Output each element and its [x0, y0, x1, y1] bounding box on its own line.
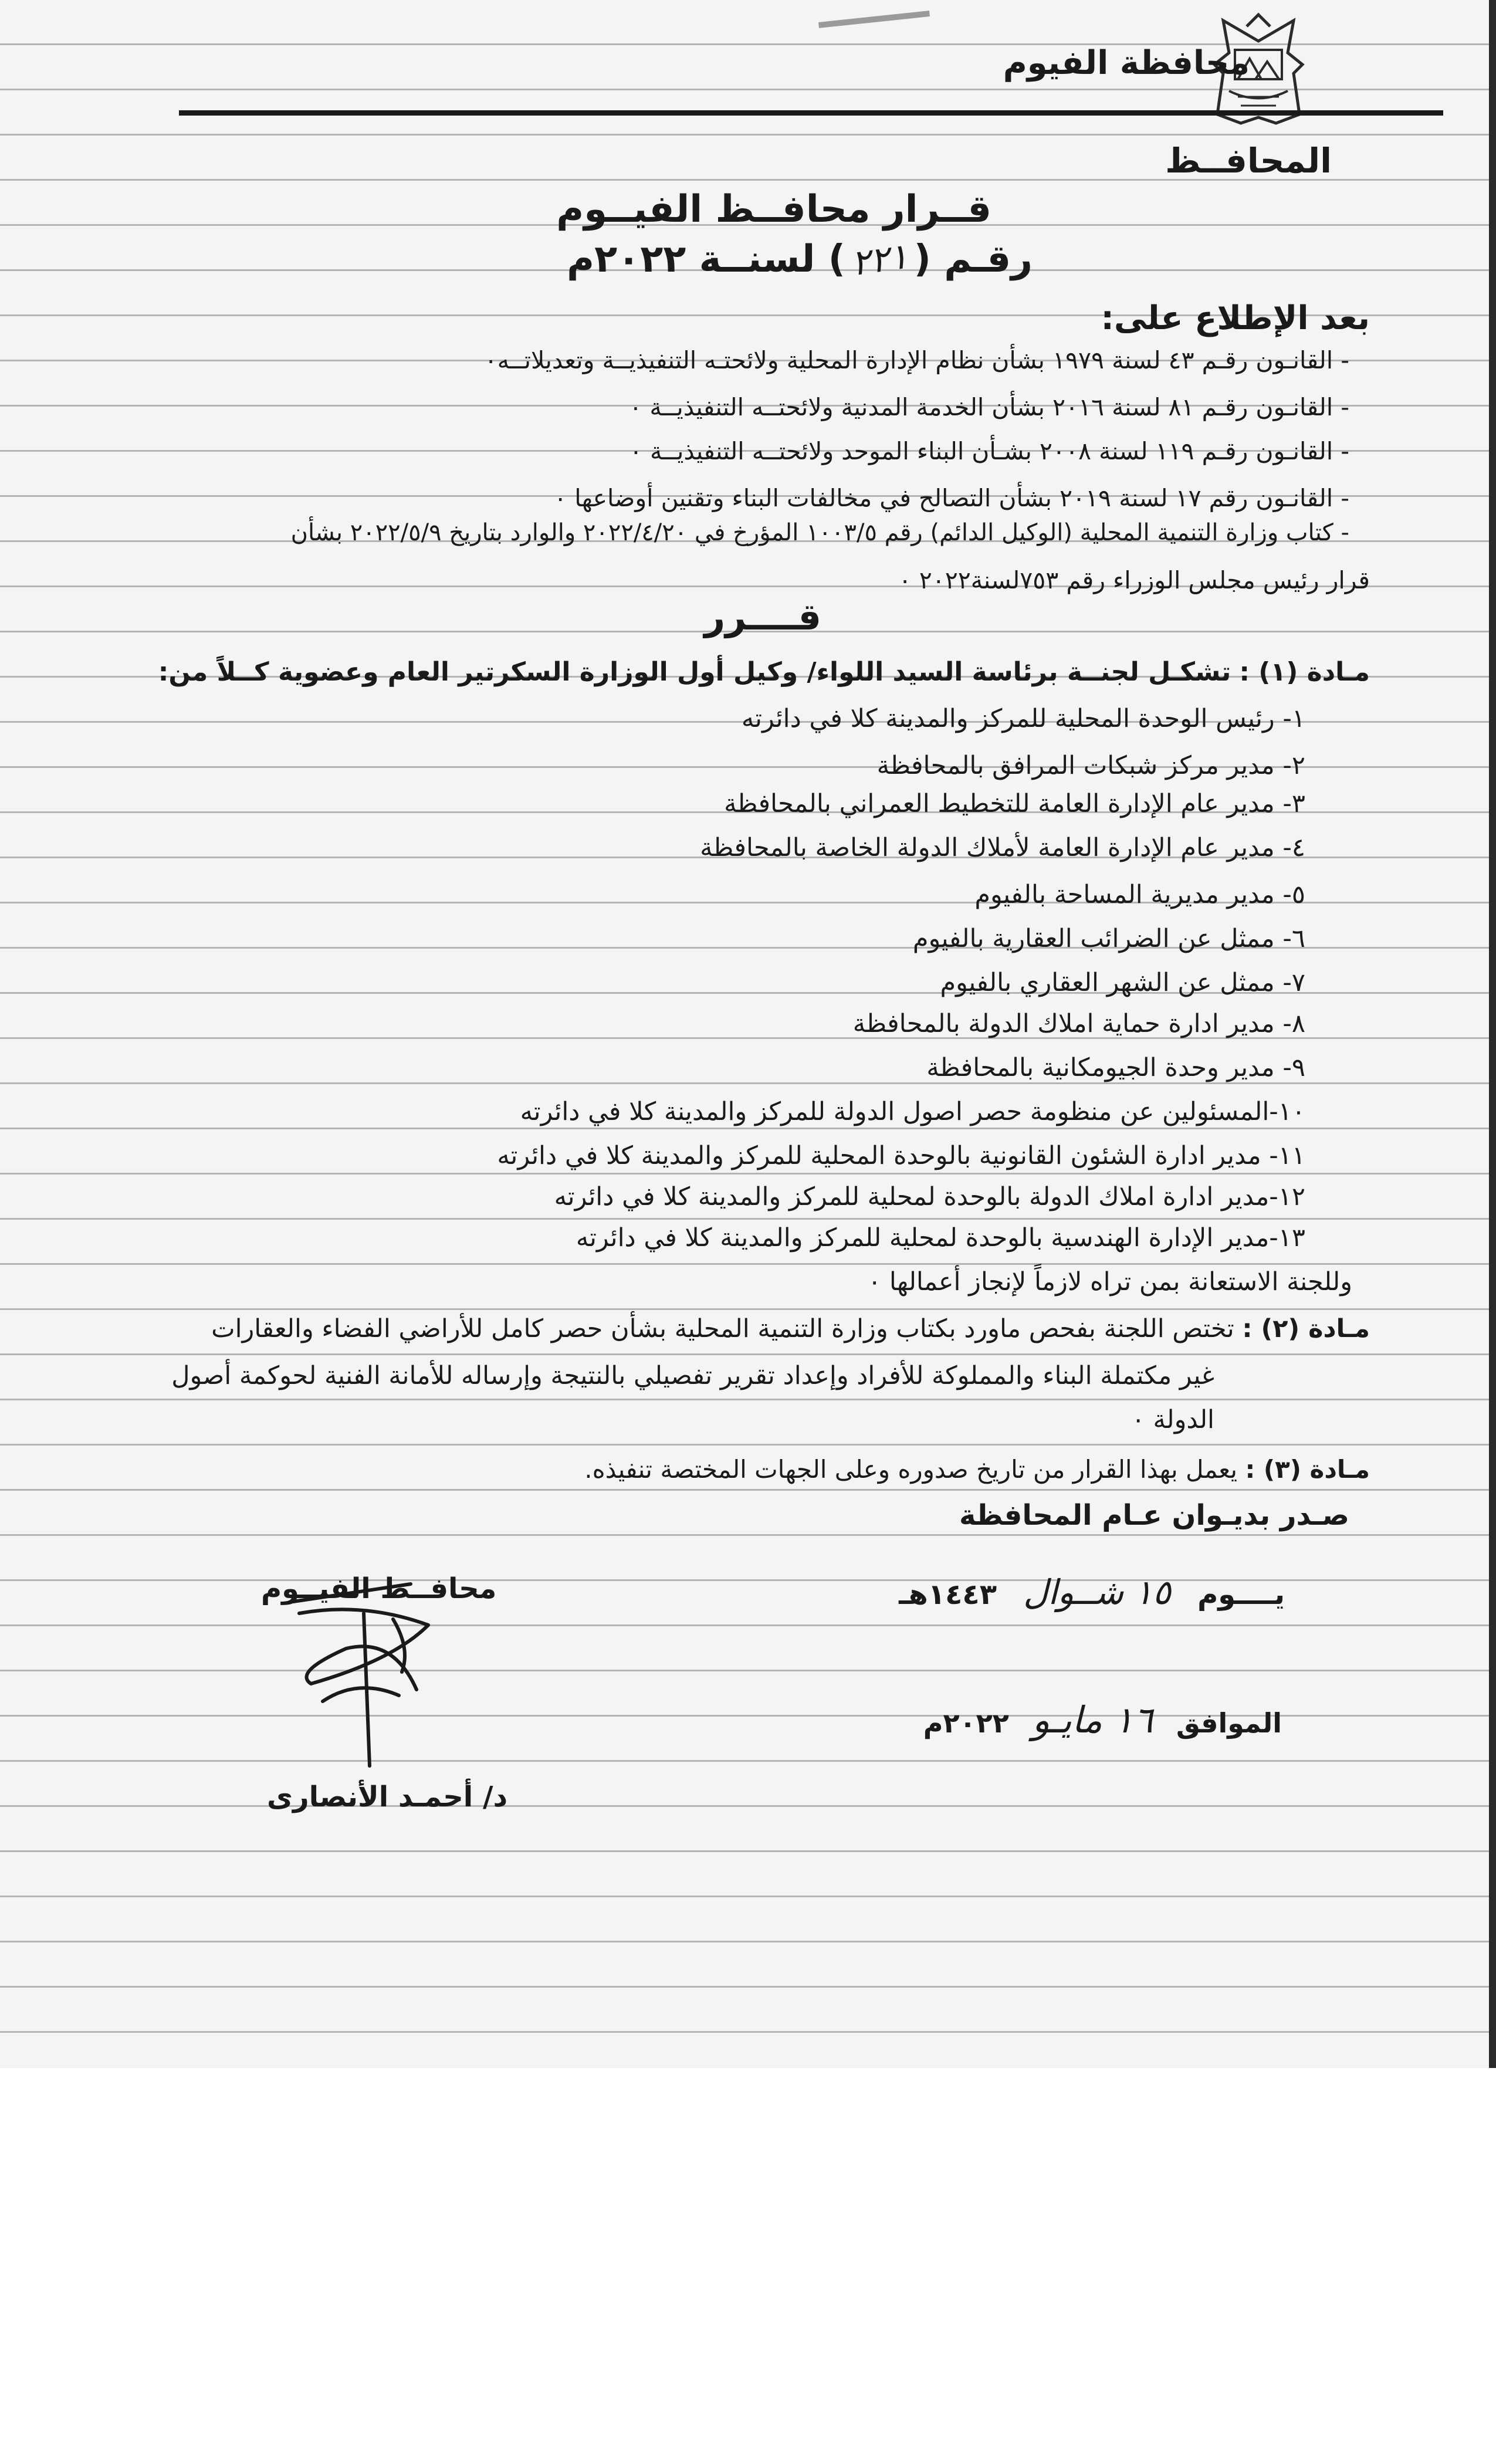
article-1-closing: وللجنة الاستعانة بمن تراه لازماً لإنجاز أعمالها ٠ — [868, 1267, 1352, 1297]
article-1-label: مـادة (١) : — [1239, 657, 1370, 687]
header-rule — [179, 110, 1443, 116]
gregorian-date-prefix: الموافق — [1176, 1707, 1282, 1739]
article-2 — [211, 1314, 1370, 1343]
office-title: المحافــظ — [1165, 141, 1332, 181]
decision-number-handwritten: ٢٢١ — [848, 235, 911, 285]
member-item: ٣- مدير عام الإدارة العامة للتخطيط العمراني بالمحافظة — [724, 789, 1305, 818]
member-item: ٤- مدير عام الإدارة العامة لأملاك الدولة الخاصة بالمحافظة — [700, 833, 1305, 862]
scan-mark — [818, 11, 930, 28]
member-item: ٧- ممثل عن الشهر العقاري بالفيوم — [940, 968, 1305, 997]
article-3 — [584, 1455, 1370, 1484]
issuance-text: صـدر بديـوان عـام المحافظة — [959, 1499, 1349, 1532]
decision-heading: قــــرر — [704, 595, 821, 638]
member-item: ١٣-مدير الإدارة الهندسية بالوحدة لمحلية للمركز والمدينة كلا في دائرته — [576, 1223, 1305, 1253]
decision-number — [567, 235, 1033, 285]
signature-name: د/ أحمـد الأنصارى — [267, 1781, 508, 1813]
member-item: ٦- ممثل عن الضرائب العقارية بالفيوم — [912, 924, 1305, 953]
article-2-line1: تختص اللجنة بفحص ماورد بكتاب وزارة التنمية المحلية بشأن حصر كامل للأراضي الفضاء والعقارات — [211, 1314, 1234, 1343]
governorate-name: محافظة الفيوم — [1003, 44, 1250, 82]
preamble-item: - القانـون رقـم ٨١ لسنة ٢٠١٦ بشأن الخدمة المدنية ولائحتــه التنفيذيــة ٠ — [629, 393, 1349, 421]
preamble-heading: بعد الإطلاع على: — [1101, 299, 1370, 337]
member-item: ٨- مدير ادارة حماية املاك الدولة بالمحافظة — [852, 1009, 1305, 1038]
member-item: ١١- مدير ادارة الشئون القانونية بالوحدة المحلية للمركز والمدينة كلا في دائرته — [497, 1141, 1305, 1170]
gregorian-date — [923, 1698, 1282, 1741]
decision-number-prefix: رقـم ( — [913, 238, 1033, 281]
member-item: ٥- مدير مديرية المساحة بالفيوم — [974, 880, 1305, 909]
article-3-text: يعمل بهذا القرار من تاريخ صدوره وعلى الجهات المختصة تنفيذه. — [584, 1455, 1238, 1484]
hijri-date — [899, 1572, 1285, 1612]
member-item: ٩- مدير وحدة الجيومكانية بالمحافظة — [926, 1053, 1305, 1082]
preamble-item: قرار رئيس مجلس الوزراء رقم ٧٥٣لسنة٢٠٢٢ ٠ — [898, 566, 1370, 594]
article-2-line2: غير مكتملة البناء والمملوكة للأفراد وإعداد تقرير تفصيلي بالنتيجة وإرساله للأمانة الفنية لحوكمة أصول — [171, 1361, 1214, 1390]
preamble-item: - القانـون رقـم ١١٩ لسنة ٢٠٠٨ بشـأن البناء الموحد ولائحتــه التنفيذيــة ٠ — [629, 437, 1349, 465]
preamble-item: - كتاب وزارة التنمية المحلية (الوكيل الدائم) رقم ١٠٠٣/٥ المؤرخ في ٢٠٢٢/٤/٢٠ والوارد بتاريخ ٢٠٢٢/٥/٩ بشأن — [290, 519, 1349, 546]
handwritten-signature-icon — [276, 1578, 452, 1772]
member-item: ١٢-مدير ادارة املاك الدولة بالوحدة لمحلية للمركز والمدينة كلا في دائرته — [554, 1182, 1305, 1211]
gregorian-year: ٢٠٢٢م — [923, 1707, 1009, 1739]
hijri-date-prefix: يــــوم — [1197, 1578, 1285, 1611]
decision-number-suffix: ) لسنــة ٢٠٢٢م — [567, 238, 845, 281]
preamble-item: - القانـون رقـم ٤٣ لسنة ١٩٧٩ بشأن نظام الإدارة المحلية ولائحتـه التنفيذيــة وتعديلاتــه٠ — [484, 346, 1349, 374]
decision-title: قــرار محافــظ الفيــوم — [556, 188, 991, 231]
hijri-date-handwritten: ١٥ شــوال — [1023, 1572, 1171, 1612]
member-item: ٢- مدير مركز شبكات المرافق بالمحافظة — [876, 751, 1305, 780]
article-1 — [158, 657, 1370, 687]
preamble-item: - القانـون رقم ١٧ لسنة ٢٠١٩ بشأن التصالح في مخالفات البناء وتقنين أوضاعها ٠ — [554, 484, 1349, 512]
article-2-label: مـادة (٢) : — [1242, 1314, 1370, 1343]
article-3-label: مـادة (٣) : — [1245, 1455, 1370, 1484]
article-2-line3: الدولة ٠ — [1131, 1405, 1214, 1434]
signature-title: محافــظ الفيــوم — [261, 1572, 497, 1605]
member-item: ١- رئيس الوحدة المحلية للمركز والمدينة كلا في دائرته — [741, 704, 1305, 733]
hijri-year: ١٤٤٣هـ — [899, 1578, 997, 1611]
member-item: ١٠-المسئولين عن منظومة حصر اصول الدولة للمركز والمدينة كلا في دائرته — [520, 1097, 1305, 1126]
gregorian-date-handwritten: ١٦ مايـو — [1032, 1698, 1153, 1741]
article-1-text: تشكـل لجنــة برئاسة السيد اللواء/ وكيل أول الوزارة السكرتير العام وعضوية كــلاً من: — [158, 657, 1231, 687]
